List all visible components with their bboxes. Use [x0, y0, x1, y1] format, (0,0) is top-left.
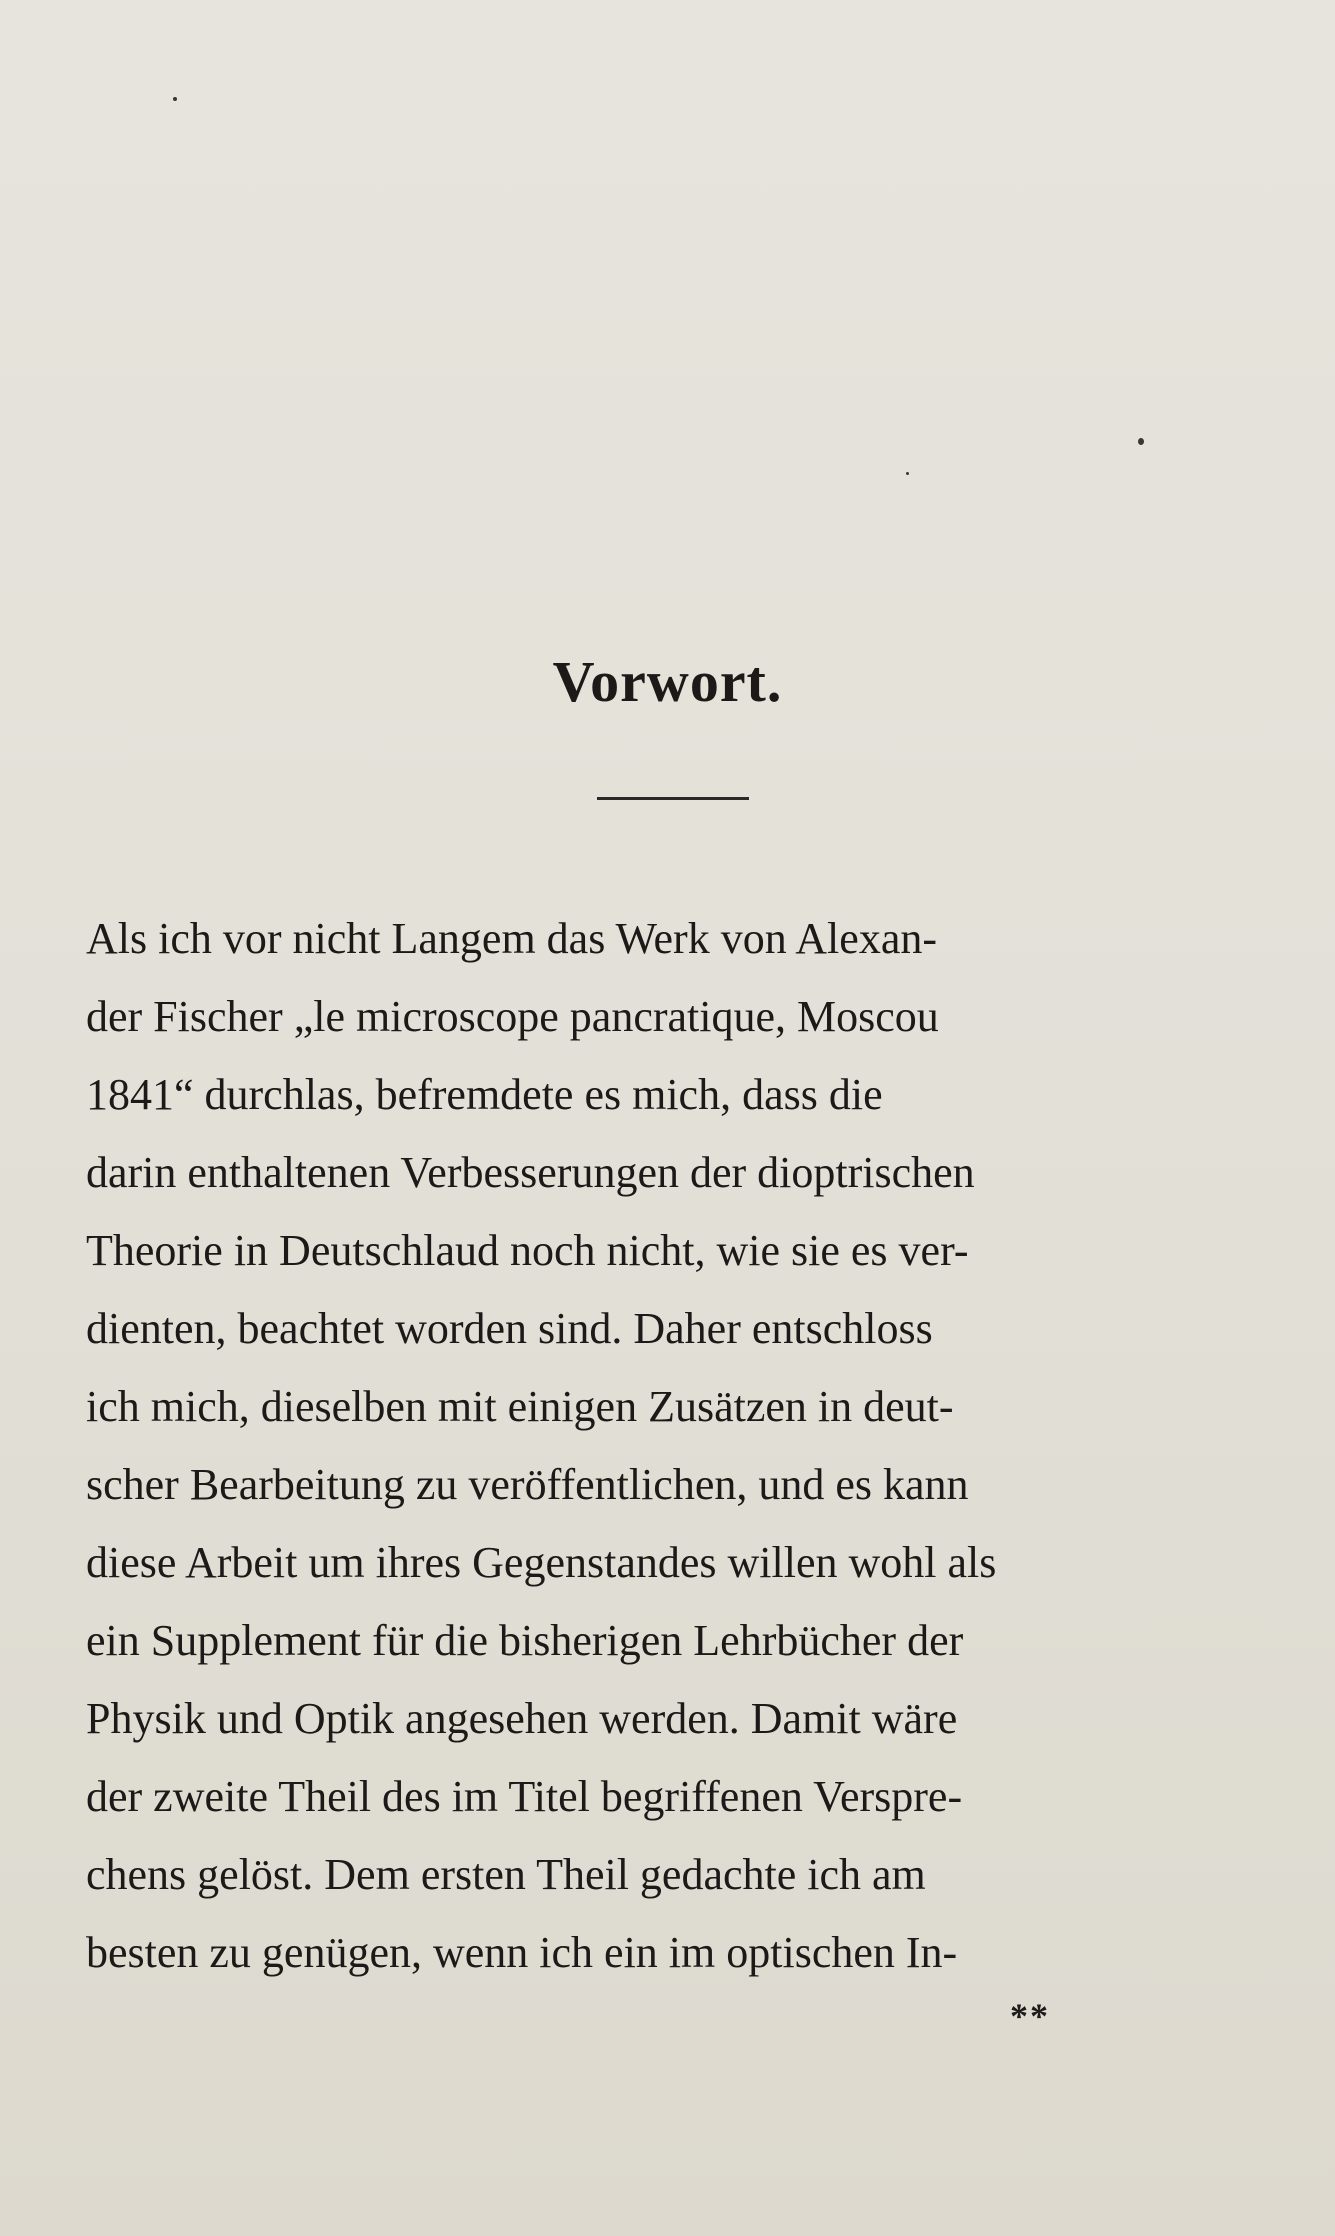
title-divider	[597, 797, 749, 800]
text-line: dienten, beachtet worden sind. Daher entschloss	[86, 1304, 933, 1353]
signature-mark: **	[1010, 1996, 1050, 2036]
text-line: 1841“ durchlas, befremdete es mich, dass die	[86, 1070, 883, 1119]
text-line: Physik und Optik angesehen werden. Damit wäre	[86, 1694, 958, 1743]
text-line: darin enthaltenen Verbesserungen der dioptrischen	[86, 1148, 975, 1197]
ink-speck	[906, 472, 909, 475]
text-line: Theorie in Deutschlaud noch nicht, wie sie es ver-	[86, 1226, 969, 1275]
text-line: der Fischer „le microscope pancratique, Moscou	[86, 992, 939, 1041]
ink-speck	[1138, 438, 1144, 445]
body-paragraph	[86, 900, 1276, 1992]
text-line: ich mich, dieselben mit einigen Zusätzen in deut-	[86, 1382, 954, 1431]
text-line: der zweite Theil des im Titel begriffenen Verspre-	[86, 1772, 963, 1821]
text-line: diese Arbeit um ihres Gegenstandes willen wohl als	[86, 1538, 997, 1587]
text-line: scher Bearbeitung zu veröffentlichen, und es kann	[86, 1460, 969, 1509]
page-title: Vorwort.	[552, 649, 783, 714]
ink-speck	[173, 97, 177, 101]
text-line: besten zu genügen, wenn ich ein im optischen In-	[86, 1928, 958, 1977]
text-line: ein Supplement für die bisherigen Lehrbücher der	[86, 1616, 964, 1665]
text-line: chens gelöst. Dem ersten Theil gedachte ich am	[86, 1850, 926, 1899]
text-line: Als ich vor nicht Langem das Werk von Alexan-	[86, 914, 937, 963]
